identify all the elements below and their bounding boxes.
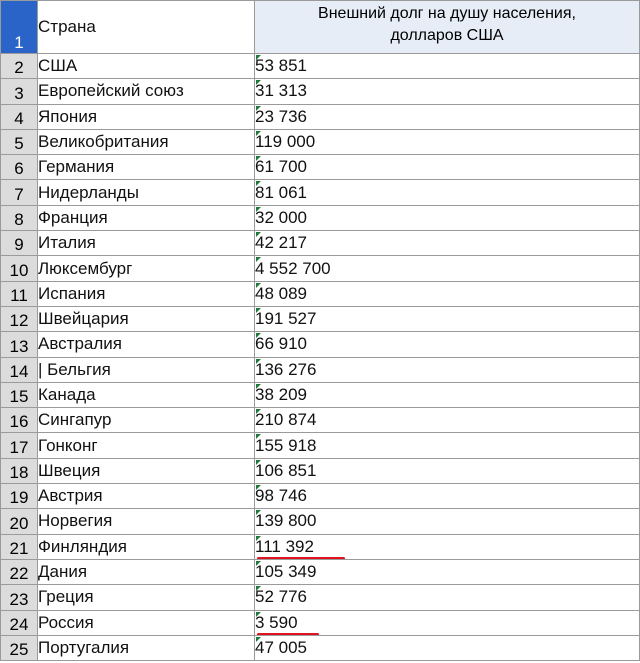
value-text: 53 851 — [255, 56, 307, 76]
row-number[interactable]: 10 — [1, 256, 38, 281]
value-cell[interactable] — [255, 534, 640, 559]
value-cell[interactable] — [255, 484, 640, 509]
row-number[interactable]: 6 — [1, 155, 38, 180]
value-header-line1: Внешний долг на душу населения, — [318, 5, 576, 22]
value-text: 136 276 — [255, 359, 317, 379]
value-cell[interactable] — [255, 104, 640, 129]
table-row — [1, 129, 640, 154]
country-cell[interactable]: Нидерланды — [38, 180, 255, 205]
row-number[interactable]: 11 — [1, 281, 38, 306]
number-as-text-marker-icon — [256, 359, 261, 364]
number-as-text-marker-icon — [256, 232, 261, 237]
country-cell[interactable]: Швеция — [38, 458, 255, 483]
value-text: 98 746 — [255, 486, 307, 506]
value-text: 81 061 — [255, 182, 307, 202]
number-as-text-marker-icon — [256, 333, 261, 338]
value-header-cell[interactable] — [255, 1, 640, 54]
row-number[interactable]: 19 — [1, 484, 38, 509]
row-number[interactable]: 25 — [1, 635, 38, 660]
value-cell[interactable] — [255, 306, 640, 331]
country-cell[interactable]: Франция — [38, 205, 255, 230]
number-as-text-marker-icon — [256, 308, 261, 313]
value-cell[interactable] — [255, 54, 640, 79]
row-number[interactable]: 3 — [1, 79, 38, 104]
country-cell[interactable]: Испания — [38, 281, 255, 306]
country-cell[interactable]: Германия — [38, 155, 255, 180]
row-number[interactable]: 20 — [1, 509, 38, 534]
country-cell[interactable]: Австрия — [38, 484, 255, 509]
number-as-text-marker-icon — [256, 586, 261, 591]
value-cell[interactable] — [255, 610, 640, 635]
value-text: 31 313 — [255, 81, 307, 101]
value-header-line2: долларов США — [390, 27, 504, 44]
value-cell[interactable] — [255, 382, 640, 407]
table-row — [1, 408, 640, 433]
value-cell[interactable] — [255, 205, 640, 230]
value-cell[interactable] — [255, 357, 640, 382]
table-row — [1, 635, 640, 660]
value-cell[interactable] — [255, 635, 640, 660]
country-cell[interactable]: Великобритания — [38, 129, 255, 154]
table-row — [1, 306, 640, 331]
row-number-1[interactable]: 1 — [1, 1, 38, 54]
value-cell[interactable] — [255, 79, 640, 104]
table-row — [1, 458, 640, 483]
country-cell[interactable]: Норвегия — [38, 509, 255, 534]
row-number[interactable]: 14 — [1, 357, 38, 382]
number-as-text-marker-icon — [256, 156, 261, 161]
number-as-text-marker-icon — [256, 80, 261, 85]
row-number[interactable]: 15 — [1, 382, 38, 407]
table-row — [1, 155, 640, 180]
table-row — [1, 256, 640, 281]
country-cell[interactable]: Гонконг — [38, 433, 255, 458]
number-as-text-marker-icon — [256, 283, 261, 288]
number-as-text-marker-icon — [256, 257, 261, 262]
value-cell[interactable] — [255, 585, 640, 610]
row-number[interactable]: 4 — [1, 104, 38, 129]
row-number[interactable]: 17 — [1, 433, 38, 458]
value-cell[interactable] — [255, 281, 640, 306]
row-number[interactable]: 23 — [1, 585, 38, 610]
country-cell[interactable]: Сингапур — [38, 408, 255, 433]
row-number[interactable]: 12 — [1, 306, 38, 331]
header-row — [1, 1, 640, 54]
value-text: 106 851 — [255, 460, 317, 480]
value-cell[interactable] — [255, 256, 640, 281]
value-text: 105 349 — [255, 562, 317, 582]
number-as-text-marker-icon — [256, 207, 261, 212]
row-number[interactable]: 24 — [1, 610, 38, 635]
value-text: 61 700 — [255, 157, 307, 177]
table-row — [1, 585, 640, 610]
value-cell[interactable] — [255, 433, 640, 458]
country-cell[interactable]: Европейский союз — [38, 79, 255, 104]
row-number[interactable]: 16 — [1, 408, 38, 433]
table-row — [1, 205, 640, 230]
country-cell[interactable]: Канада — [38, 382, 255, 407]
table-row — [1, 357, 640, 382]
table-row — [1, 484, 640, 509]
country-cell[interactable]: Япония — [38, 104, 255, 129]
row-number[interactable]: 22 — [1, 559, 38, 584]
row-number[interactable]: 5 — [1, 129, 38, 154]
table-row — [1, 559, 640, 584]
table-row — [1, 332, 640, 357]
value-text: 119 000 — [255, 132, 316, 152]
country-cell[interactable]: Италия — [38, 231, 255, 256]
value-cell[interactable] — [255, 129, 640, 154]
value-text: 191 527 — [255, 309, 317, 329]
value-cell[interactable] — [255, 231, 640, 256]
country-cell[interactable]: Швейцария — [38, 306, 255, 331]
country-header-cell[interactable]: Страна — [38, 1, 255, 54]
number-as-text-marker-icon — [256, 434, 261, 439]
country-cell[interactable]: Дания — [38, 559, 255, 584]
country-cell[interactable]: США — [38, 54, 255, 79]
table-row — [1, 180, 640, 205]
row-number[interactable]: 21 — [1, 534, 38, 559]
country-cell[interactable]: Люксембург — [38, 256, 255, 281]
table-row — [1, 104, 640, 129]
number-as-text-marker-icon — [256, 637, 261, 642]
value-text: 48 089 — [255, 283, 307, 303]
country-cell[interactable]: Россия — [38, 610, 255, 635]
number-as-text-marker-icon — [256, 460, 261, 465]
value-cell[interactable] — [255, 155, 640, 180]
row-number[interactable]: 13 — [1, 332, 38, 357]
number-as-text-marker-icon — [256, 131, 261, 136]
value-text: 38 209 — [255, 385, 307, 404]
value-cell[interactable] — [255, 180, 640, 205]
row-number[interactable]: 8 — [1, 205, 38, 230]
value-text: 155 918 — [255, 435, 317, 455]
country-cell[interactable]: Австралия — [38, 332, 255, 357]
number-as-text-marker-icon — [256, 409, 261, 414]
table-row — [1, 534, 640, 559]
number-as-text-marker-icon — [256, 106, 261, 111]
row-number[interactable]: 18 — [1, 458, 38, 483]
row-number[interactable]: 2 — [1, 54, 38, 79]
value-cell[interactable] — [255, 509, 640, 534]
country-cell[interactable]: | Бельгия — [38, 357, 255, 382]
value-text: 47 005 — [255, 637, 307, 657]
value-text: 23 736 — [255, 106, 307, 126]
table-row — [1, 610, 640, 635]
number-as-text-marker-icon — [256, 561, 261, 566]
table-row — [1, 231, 640, 256]
number-as-text-marker-icon — [256, 384, 261, 389]
number-as-text-marker-icon — [256, 612, 261, 617]
table-row — [1, 79, 640, 104]
number-as-text-marker-icon — [256, 55, 261, 60]
value-text: 32 000 — [255, 207, 307, 227]
value-text: 4 552 700 — [255, 258, 331, 278]
row-number[interactable]: 7 — [1, 180, 38, 205]
country-cell[interactable]: Греция — [38, 585, 255, 610]
value-text: 210 874 — [255, 410, 317, 430]
value-text: 42 217 — [255, 233, 307, 253]
row-number[interactable]: 9 — [1, 231, 38, 256]
value-cell[interactable] — [255, 458, 640, 483]
value-text: 52 776 — [255, 587, 307, 607]
table-row — [1, 281, 640, 306]
value-text: 3 590 — [255, 612, 298, 632]
table-row — [1, 54, 640, 79]
value-cell[interactable] — [255, 332, 640, 357]
table-row — [1, 509, 640, 534]
value-cell[interactable] — [255, 559, 640, 584]
country-cell[interactable]: Португалия — [38, 635, 255, 660]
value-text: 139 800 — [255, 511, 317, 531]
value-text: 66 910 — [255, 334, 307, 354]
number-as-text-marker-icon — [256, 485, 261, 490]
value-text: 111 392 — [255, 536, 314, 556]
number-as-text-marker-icon — [256, 181, 261, 186]
number-as-text-marker-icon — [256, 536, 261, 541]
value-cell[interactable] — [255, 408, 640, 433]
table-row — [1, 382, 640, 407]
number-as-text-marker-icon — [256, 510, 261, 515]
country-cell[interactable]: Финляндия — [38, 534, 255, 559]
table-row — [1, 433, 640, 458]
